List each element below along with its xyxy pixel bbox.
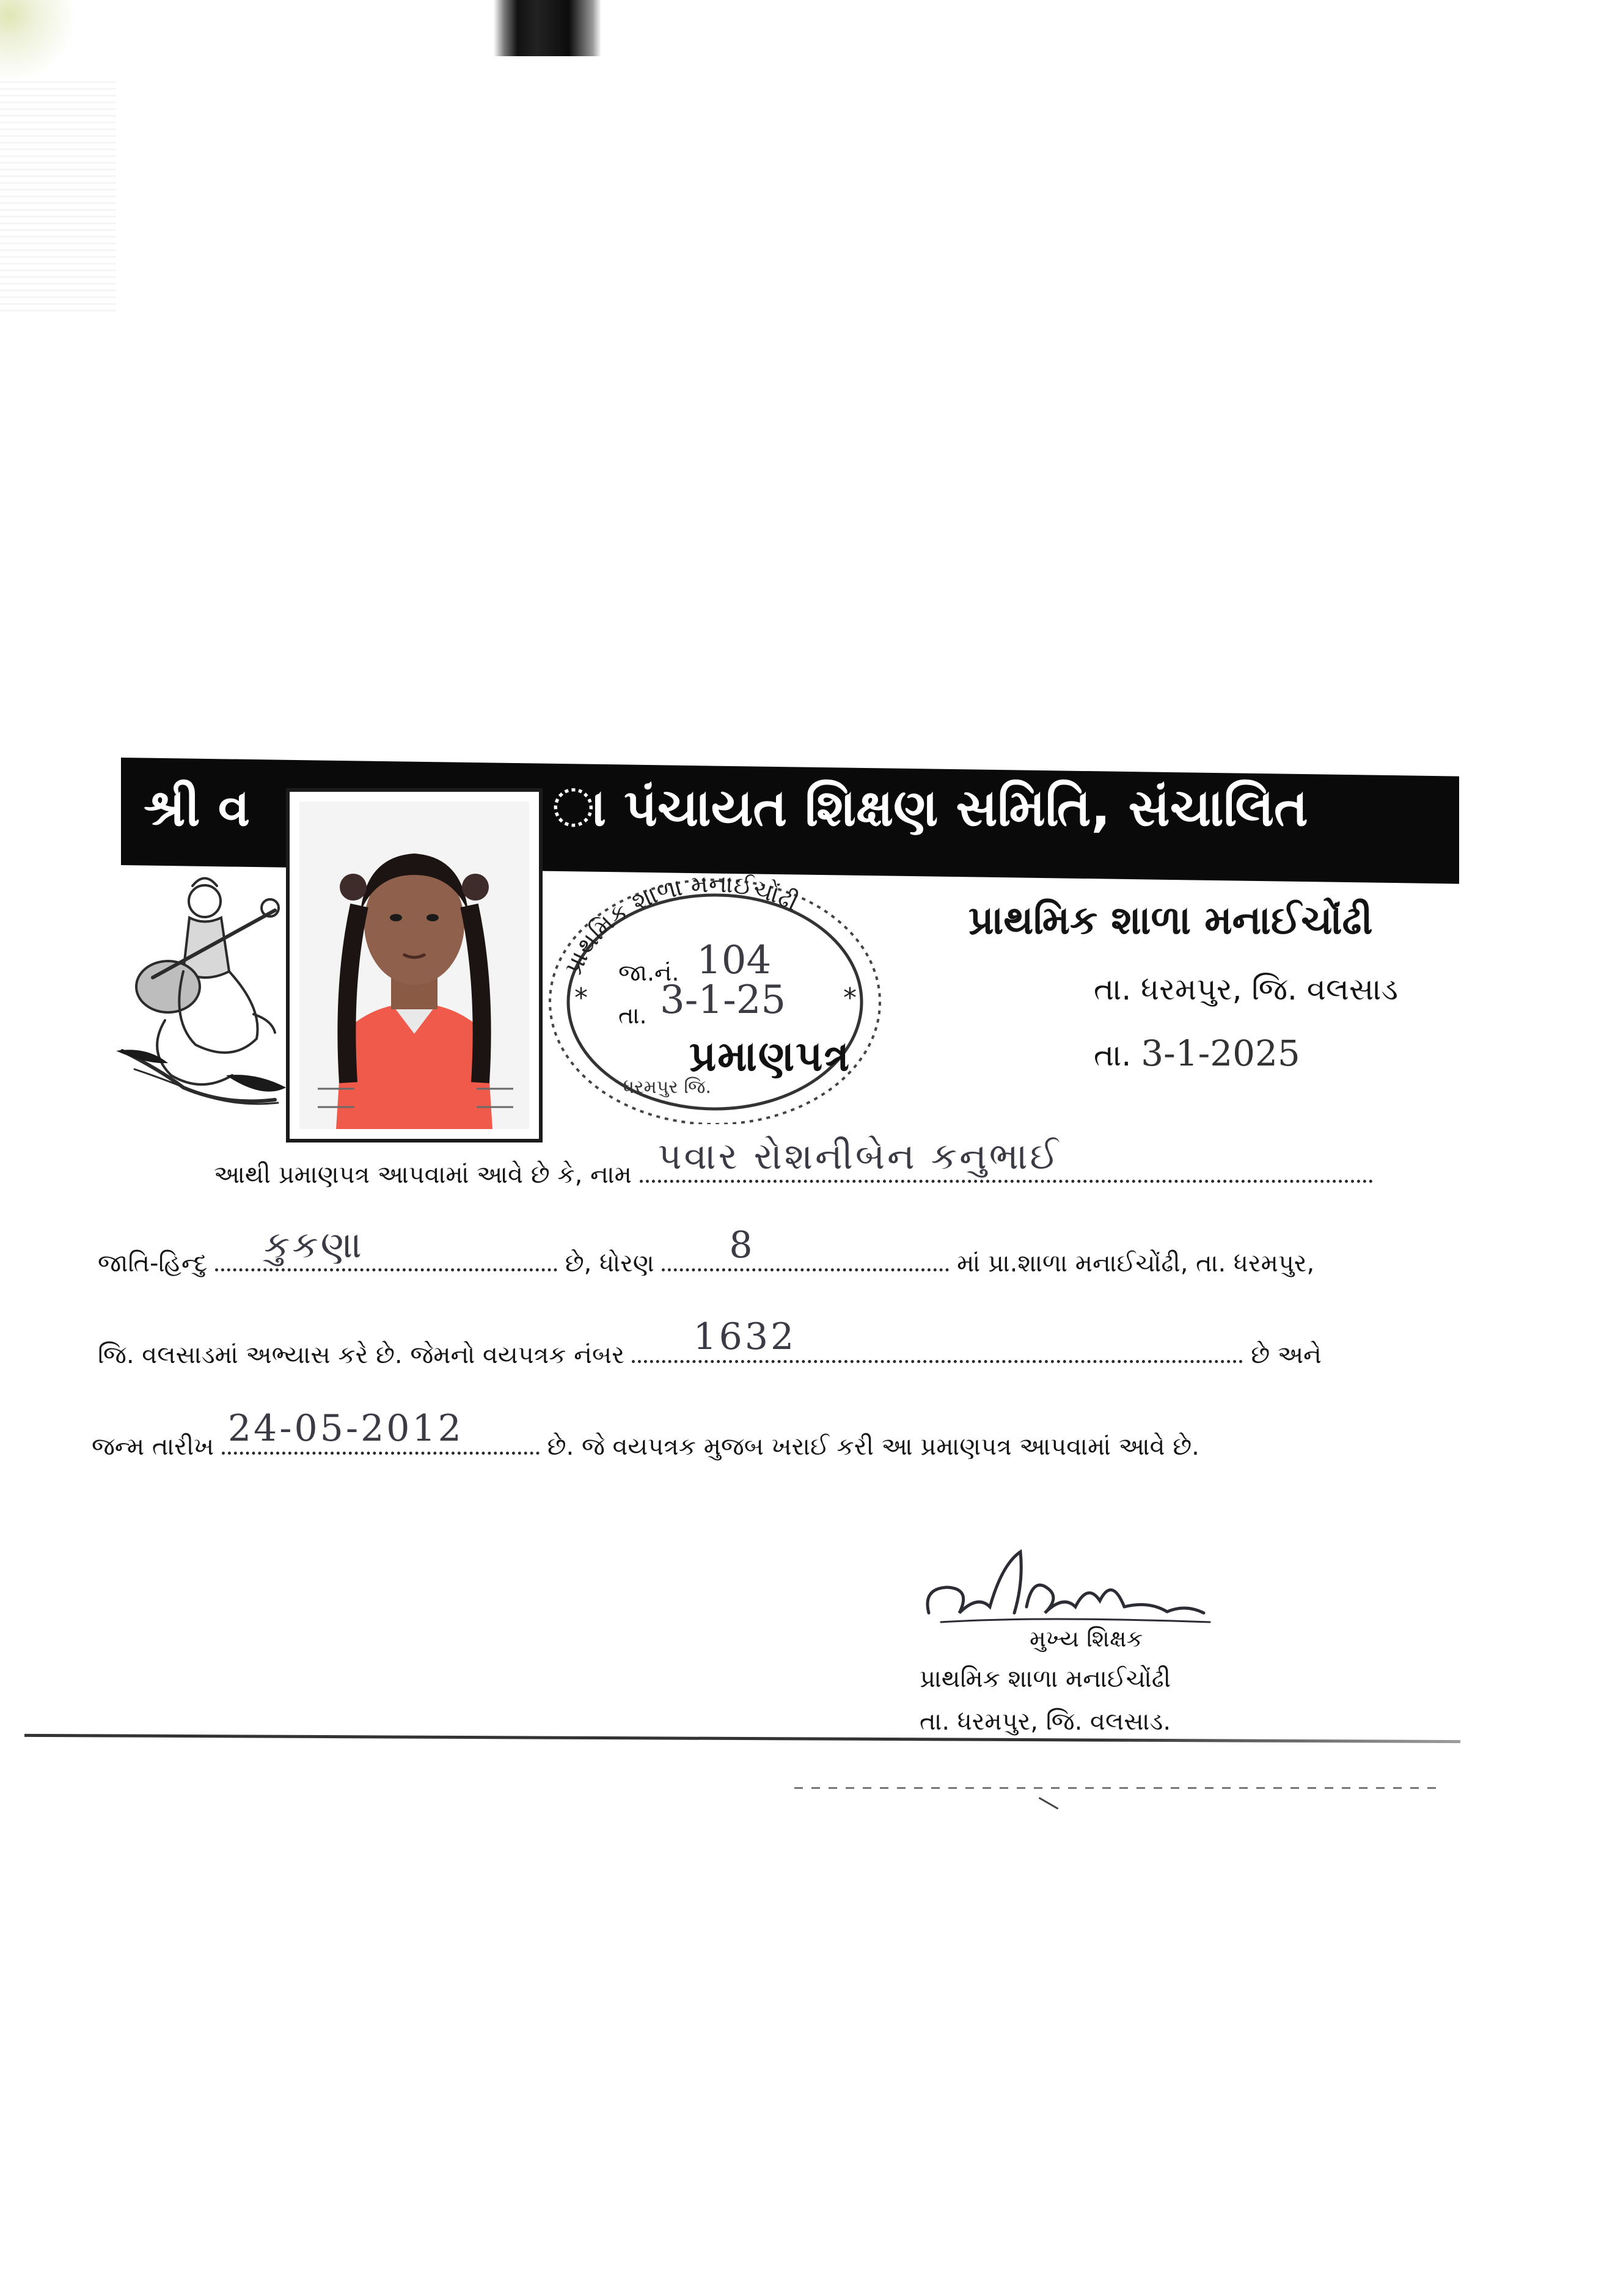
document-date [1094, 1033, 1300, 1074]
signatory-school: પ્રાથમિક શાળા મનાઈચોંઢી [920, 1665, 1171, 1693]
caste-field [215, 1224, 557, 1271]
scan-artifact-binding [494, 0, 601, 56]
stamp-ring-text: પ્રાથમિક શાળા મનાઈચોંઢી [559, 869, 803, 979]
register-number-field [632, 1315, 1243, 1363]
bottom-rule [24, 1734, 1460, 1743]
school-name: પ્રાથમિક શાળા મનાઈચોંઢી [968, 898, 1373, 943]
stamp-date-value: 3-1-25 [660, 978, 786, 1023]
body-line-1 [214, 1135, 1373, 1193]
stamp-number-value: 104 [697, 938, 772, 983]
student-photo [286, 788, 543, 1143]
line3-suffix: છે અને [1251, 1341, 1322, 1369]
student-name-value: પવાર રોશનીબેન કનુભાઈ [657, 1135, 1061, 1178]
body-line-2 [98, 1224, 1315, 1282]
stamp-bottom-text: ધરમપુર જિ. [623, 1077, 711, 1098]
student-portrait-image [299, 802, 529, 1129]
register-number-value: 1632 [693, 1315, 797, 1358]
standard-field [662, 1224, 949, 1271]
scan-mark [1039, 1797, 1059, 1810]
banner-text-right: ા પંચાયત શિક્ષણ સમિતિ, સંચાલિત [553, 778, 1308, 838]
line2-mid: છે, ધોરણ [565, 1249, 654, 1278]
line2-suffix: માં પ્રા.શાળા મનાઈચોંઢી, તા. ધરમપુર, [957, 1249, 1315, 1278]
caste-value: કુકણા [264, 1224, 364, 1267]
school-address: તા. ધરમપુર, જિ. વલસાડ [1094, 971, 1398, 1007]
birth-date-value: 24-05-2012 [227, 1407, 464, 1450]
scan-artifact-noise [0, 79, 116, 312]
body-line-3 [98, 1315, 1322, 1373]
birth-date-field [222, 1407, 540, 1455]
stamp-number-label: જા.નં. [618, 959, 679, 986]
signatory-address: તા. ધરમપુર, જિ. વલસાડ. [920, 1708, 1171, 1736]
bottom-rule-dashed [794, 1787, 1442, 1789]
svg-text:*: * [574, 982, 588, 1014]
document-date-value: 3-1-2025 [1141, 1033, 1300, 1074]
svg-text:*: * [843, 982, 857, 1014]
headmaster-signature [917, 1540, 1222, 1637]
line3-prefix: જિ. વલસાડમાં અભ્યાસ કરે છે. જેમનો વયપત્રક નંબર [98, 1341, 624, 1369]
standard-value: 8 [729, 1224, 755, 1267]
signatory-role: મુખ્ય શિક્ષક [1030, 1625, 1143, 1652]
document-date-label: તા. [1094, 1037, 1132, 1073]
line4-suffix: છે. જે વયપત્રક મુજબ ખરાઈ કરી આ પ્રમાણપત્ર આપવામાં આવે છે. [547, 1433, 1199, 1461]
stamp-title: પ્રમાણપત્ર [689, 1033, 851, 1081]
line1-text: આથી પ્રમાણપત્ર આપવામાં આવે છે કે, નામ [214, 1161, 632, 1189]
saraswati-logo [110, 868, 287, 1112]
stamp-date-label: તા. [618, 1002, 647, 1029]
line4-prefix: જન્મ તારીખ [92, 1433, 214, 1461]
line2-prefix: જાતિ-હિન્દુ [98, 1249, 208, 1278]
scan-artifact-corner [0, 0, 86, 79]
student-name-field [640, 1135, 1373, 1183]
banner-text-left: શ્રી વ [144, 778, 251, 838]
body-line-4 [92, 1407, 1199, 1465]
